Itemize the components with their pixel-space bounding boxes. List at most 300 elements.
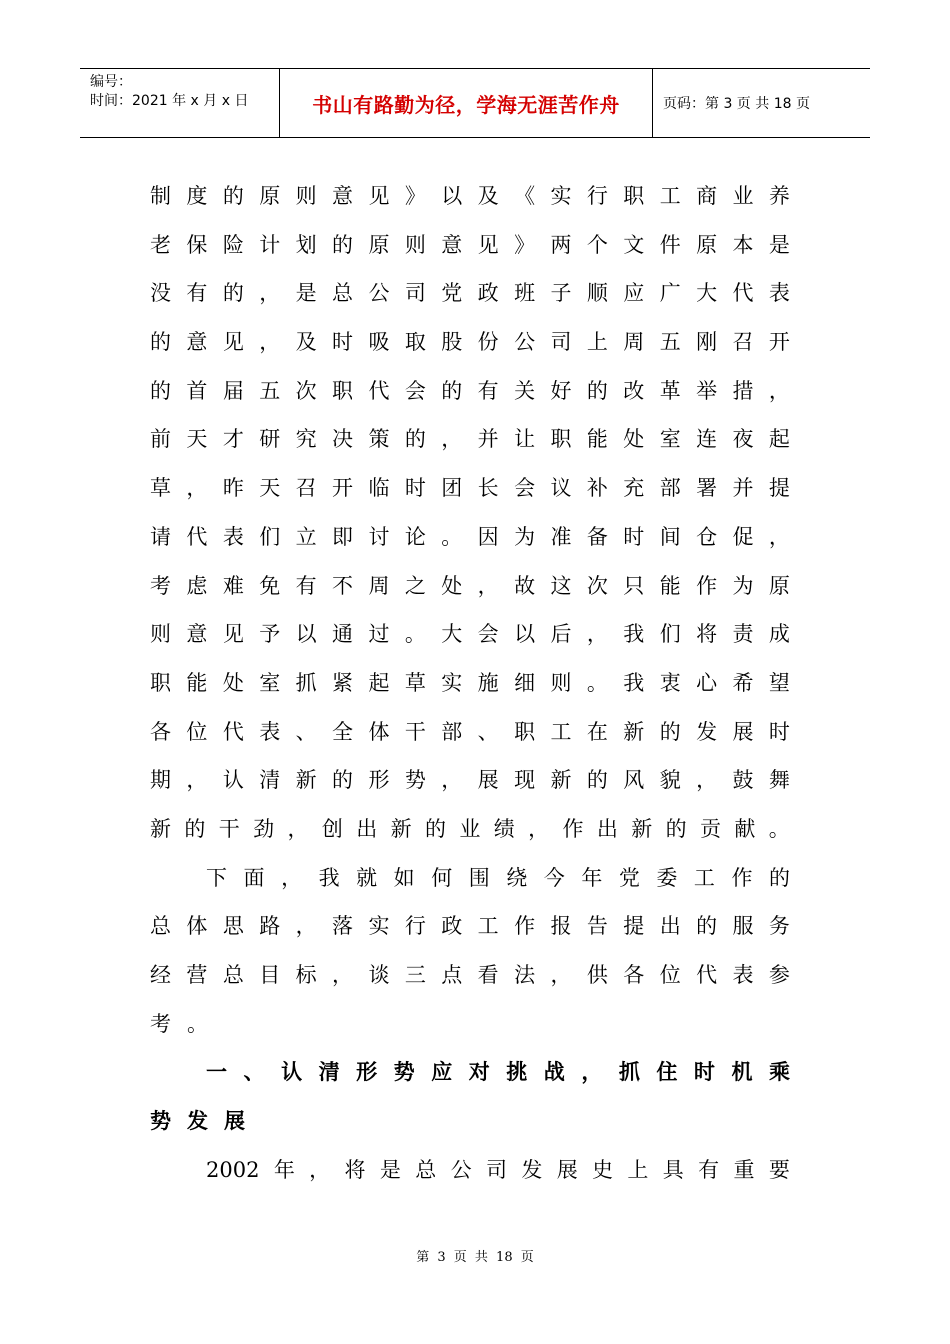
body-char: 原 xyxy=(696,232,718,257)
body-char: 促 xyxy=(732,524,754,549)
body-char: 路 xyxy=(259,914,281,939)
body-char: 代 xyxy=(696,963,718,987)
body-char: 司 xyxy=(550,330,572,355)
page-header xyxy=(80,68,870,138)
body-char: 届 xyxy=(222,378,244,403)
body-char: 的 xyxy=(404,427,426,452)
body-char: 。 xyxy=(768,816,790,841)
body-char: 我 xyxy=(623,670,645,695)
body-char: 党 xyxy=(441,281,463,306)
body-char: 职 xyxy=(623,184,645,208)
body-char: 部 xyxy=(659,476,681,501)
body-char: 原 xyxy=(259,184,281,208)
body-char: 总 xyxy=(150,914,171,939)
body-char: 革 xyxy=(659,378,681,403)
body-line xyxy=(150,562,790,611)
body-char: 原 xyxy=(768,573,790,598)
body-char: 举 xyxy=(696,378,718,403)
body-char: 时 xyxy=(623,524,645,549)
body-line xyxy=(150,659,790,708)
body-char: 新 xyxy=(150,816,171,841)
body-char: 意 xyxy=(186,622,208,647)
body-char: 广 xyxy=(659,281,681,306)
body-char: 报 xyxy=(550,914,572,939)
body-char: 将 xyxy=(696,622,718,647)
body-char: 政 xyxy=(477,281,499,306)
body-line xyxy=(150,464,790,513)
body-char: 新 xyxy=(550,768,572,793)
body-char: 职 xyxy=(514,719,536,744)
body-char: 能 xyxy=(186,670,208,695)
header-page-info: 页码：第 3 页 共 18 页 xyxy=(663,96,810,112)
body-char: ， xyxy=(441,768,463,793)
body-char: 实 xyxy=(550,184,572,208)
body-char: 史 xyxy=(592,1157,614,1182)
body-char: 只 xyxy=(623,573,645,598)
body-char: 天 xyxy=(259,476,281,501)
body-char: ， xyxy=(768,524,790,549)
body-char: 下 xyxy=(206,865,227,890)
body-char: 因 xyxy=(477,524,499,549)
body-char: 见 xyxy=(222,622,244,647)
body-char: 清 xyxy=(318,1060,340,1085)
body-char: 落 xyxy=(332,914,354,939)
body-char: 成 xyxy=(768,622,790,647)
body-char: 要 xyxy=(768,1157,790,1182)
body-char: 有 xyxy=(477,378,499,403)
body-char: 备 xyxy=(586,524,608,549)
body-char: 干 xyxy=(404,719,426,744)
body-char: 作 xyxy=(514,914,536,939)
body-char: 貌 xyxy=(659,768,681,793)
body-line xyxy=(150,269,790,318)
body-char: 时 xyxy=(768,719,790,744)
body-char: 位 xyxy=(186,719,208,744)
body-char: 总 xyxy=(332,281,354,306)
body-char: 三 xyxy=(404,963,426,987)
body-char: 论 xyxy=(404,524,426,549)
body-char: 的 xyxy=(665,816,687,841)
body-char: 周 xyxy=(623,330,645,355)
body-char: 标 xyxy=(295,963,317,987)
body-char: 新 xyxy=(631,816,653,841)
body-char: 的 xyxy=(586,378,608,403)
body-char: 认 xyxy=(222,768,244,793)
body-char: 党 xyxy=(618,865,640,890)
date-label: 时间：2021 年 x 月 x 日 xyxy=(90,93,249,109)
body-char: 的 xyxy=(441,378,463,403)
body-char: 心 xyxy=(696,670,718,695)
body-char: 召 xyxy=(295,476,317,501)
section-heading xyxy=(150,1048,790,1097)
body-char: 处 xyxy=(441,573,463,598)
body-char: 以 xyxy=(514,622,536,647)
body-char: 养 xyxy=(768,184,790,208)
body-char: 职 xyxy=(550,427,572,452)
body-char: 势 xyxy=(404,768,426,793)
body-char: ， xyxy=(287,816,309,841)
body-char: 的 xyxy=(222,184,244,208)
body-char: 开 xyxy=(332,476,354,501)
body-char: 连 xyxy=(696,427,718,452)
body-char: 的 xyxy=(332,768,354,793)
body-char: 挑 xyxy=(506,1060,528,1085)
body-char: 研 xyxy=(259,427,281,452)
body-char: 业 xyxy=(732,184,754,208)
body-char: 室 xyxy=(259,670,281,695)
body-char: 次 xyxy=(586,573,608,598)
body-char: 。 xyxy=(586,670,608,695)
body-char: 绕 xyxy=(506,865,528,890)
body-char: 间 xyxy=(659,524,681,549)
body-char: 代 xyxy=(186,524,208,549)
body-char: ， xyxy=(586,622,608,647)
body-char: 这 xyxy=(550,573,572,598)
body-line xyxy=(150,415,790,464)
body-char: 乘 xyxy=(768,1060,790,1085)
body-char: 草 xyxy=(150,476,171,501)
body-line xyxy=(150,708,790,757)
body-char: 起 xyxy=(368,670,390,695)
body-char: 见 xyxy=(477,232,499,257)
body-char: 服 xyxy=(732,914,754,939)
body-char: 则 xyxy=(404,232,426,257)
body-char: 表 xyxy=(222,524,244,549)
body-char: ， xyxy=(186,476,208,501)
body-char: 住 xyxy=(656,1060,678,1085)
body-char: 的 xyxy=(222,281,244,306)
body-char: 件 xyxy=(659,232,681,257)
body-char: 措 xyxy=(732,378,754,403)
body-char: 天 xyxy=(186,427,208,452)
doc-number-label: 编号： xyxy=(90,74,132,90)
body-char: 行 xyxy=(586,184,608,208)
body-char: 能 xyxy=(586,427,608,452)
body-char: 认 xyxy=(281,1060,303,1085)
header-motto: 书山有路勤为径，学海无涯苦作舟 xyxy=(280,69,653,137)
body-char: 度 xyxy=(186,184,208,208)
body-char: 现 xyxy=(514,768,536,793)
body-char: 才 xyxy=(222,427,244,452)
body-char: 上 xyxy=(627,1157,649,1182)
body-char: 为 xyxy=(514,524,536,549)
body-char: 、 xyxy=(243,1060,265,1085)
body-char: 补 xyxy=(586,476,608,501)
body-char: 点 xyxy=(441,963,463,987)
body-char: 则 xyxy=(150,622,171,647)
body-char: 免 xyxy=(259,573,281,598)
body-char: 新 xyxy=(390,816,412,841)
body-char: 班 xyxy=(514,281,536,306)
body-char: 年 xyxy=(273,1157,295,1182)
body-line xyxy=(150,221,790,270)
body-char: 首 xyxy=(186,378,208,403)
body-char: ， xyxy=(309,1157,331,1182)
body-char: 重 xyxy=(733,1157,755,1182)
body-char: 展 xyxy=(556,1157,578,1182)
body-char: 新 xyxy=(623,719,645,744)
body-char: 意 xyxy=(186,330,208,355)
body-char: 职 xyxy=(150,670,171,695)
body-char: 紧 xyxy=(332,670,354,695)
body-line xyxy=(150,172,790,221)
body-char: 法 xyxy=(514,963,536,987)
body-char: 一 xyxy=(206,1060,227,1085)
body-char: 应 xyxy=(431,1060,453,1085)
body-char: 何 xyxy=(431,865,453,890)
body-char: 供 xyxy=(586,963,608,987)
body-char: 处 xyxy=(623,427,645,452)
body-char: 公 xyxy=(514,330,536,355)
body-char: 没 xyxy=(150,281,171,306)
body-char: 我 xyxy=(318,865,340,890)
body-char: 则 xyxy=(550,670,572,695)
body-char: 责 xyxy=(732,622,754,647)
section-heading-cont xyxy=(150,1097,790,1146)
body-char: 。 xyxy=(187,1011,224,1036)
body-char: 让 xyxy=(514,427,536,452)
body-char: 商 xyxy=(696,184,718,208)
body-char: 顺 xyxy=(586,281,608,306)
body-char: ， xyxy=(768,378,790,403)
body-char: 故 xyxy=(514,573,536,598)
body-char: 工 xyxy=(550,719,572,744)
body-char: 们 xyxy=(659,622,681,647)
body-char: 作 xyxy=(562,816,584,841)
document-body xyxy=(150,172,790,1194)
body-char: 工 xyxy=(477,914,499,939)
body-char: 意 xyxy=(332,184,354,208)
body-char: 参 xyxy=(768,963,790,987)
body-char: 原 xyxy=(368,232,390,257)
body-char: 展 xyxy=(224,1109,261,1134)
body-char: 过 xyxy=(368,622,390,647)
body-char: 行 xyxy=(404,914,426,939)
body-char: 团 xyxy=(441,476,463,501)
body-char: 改 xyxy=(623,378,645,403)
body-char: 见 xyxy=(222,330,244,355)
body-char: 时 xyxy=(404,476,426,501)
body-char: 》 xyxy=(404,184,426,208)
body-char: 是 xyxy=(768,232,790,257)
body-char: 表 xyxy=(732,963,754,987)
body-char: 关 xyxy=(514,378,536,403)
body-char: ， xyxy=(259,281,281,306)
body-char: 务 xyxy=(768,914,790,939)
body-char: 作 xyxy=(731,865,753,890)
body-char: 充 xyxy=(623,476,645,501)
body-char: 昨 xyxy=(222,476,244,501)
body-char: 部 xyxy=(441,719,463,744)
body-char: 发 xyxy=(521,1157,543,1182)
body-char: 献 xyxy=(734,816,756,841)
body-char: 经 xyxy=(150,963,171,987)
body-char: 考 xyxy=(150,573,171,598)
body-char: 是 xyxy=(379,1157,401,1182)
body-char: 出 xyxy=(356,816,378,841)
body-line xyxy=(150,902,790,951)
body-line xyxy=(150,367,790,416)
body-char: 大 xyxy=(696,281,718,306)
body-char: 贡 xyxy=(700,816,721,841)
body-char: 临 xyxy=(368,476,390,501)
body-char: 全 xyxy=(332,719,354,744)
body-char: 就 xyxy=(356,865,378,890)
body-char: 室 xyxy=(659,427,681,452)
body-char: 见 xyxy=(368,184,390,208)
body-char: 五 xyxy=(259,378,281,403)
body-char: 究 xyxy=(295,427,317,452)
body-char: 我 xyxy=(623,622,645,647)
body-char: 总 xyxy=(415,1157,437,1182)
body-char: ， xyxy=(259,330,281,355)
body-char: 衷 xyxy=(659,670,681,695)
body-char: 的 xyxy=(150,330,171,355)
body-char: 势 xyxy=(150,1109,187,1134)
body-char: 之 xyxy=(404,573,426,598)
body-char: 劲 xyxy=(253,816,275,841)
body-char: 时 xyxy=(693,1060,715,1085)
body-char: 清 xyxy=(259,768,281,793)
body-char: 保 xyxy=(186,232,208,257)
body-char: 及 xyxy=(477,184,499,208)
body-char: 抓 xyxy=(295,670,317,695)
body-char: 总 xyxy=(222,963,244,987)
body-char: 公 xyxy=(450,1157,472,1182)
body-char: 意 xyxy=(441,232,463,257)
body-char: 代 xyxy=(222,719,244,744)
body-char: 发 xyxy=(187,1109,224,1134)
body-char: 以 xyxy=(295,622,317,647)
body-char: 的 xyxy=(659,719,681,744)
body-char: 草 xyxy=(404,670,426,695)
body-char: 好 xyxy=(550,378,572,403)
body-char: 出 xyxy=(659,914,681,939)
body-char: 仓 xyxy=(696,524,718,549)
body-line xyxy=(150,805,790,854)
body-char: 的 xyxy=(332,232,354,257)
body-char: 立 xyxy=(295,524,317,549)
body-char: ， xyxy=(477,573,499,598)
body-char: 策 xyxy=(368,427,390,452)
body-char: 形 xyxy=(356,1060,378,1085)
body-char: 有 xyxy=(295,573,317,598)
body-char: 期 xyxy=(150,768,171,793)
body-char: 子 xyxy=(550,281,572,306)
body-char: ， xyxy=(550,963,572,987)
body-char: 前 xyxy=(150,427,171,452)
body-char: 吸 xyxy=(368,330,390,355)
body-char: 望 xyxy=(768,670,790,695)
body-char: 召 xyxy=(732,330,754,355)
body-char: 夜 xyxy=(732,427,754,452)
body-line xyxy=(150,318,790,367)
body-char: 两 xyxy=(550,232,572,257)
body-char: 抓 xyxy=(618,1060,640,1085)
body-char: 为 xyxy=(732,573,754,598)
body-char: 制 xyxy=(150,184,171,208)
body-char: 通 xyxy=(332,622,354,647)
body-char: 们 xyxy=(259,524,281,549)
body-char: 提 xyxy=(768,476,790,501)
body-char: 周 xyxy=(368,573,390,598)
body-char: 将 xyxy=(344,1157,366,1182)
body-char: 本 xyxy=(732,232,754,257)
header-meta xyxy=(80,69,280,137)
body-char: 不 xyxy=(332,573,354,598)
body-char: ， xyxy=(696,768,718,793)
body-char: 长 xyxy=(477,476,499,501)
body-line xyxy=(150,513,790,562)
body-char: 告 xyxy=(586,914,608,939)
body-char: 有 xyxy=(698,1157,720,1182)
body-char: 后 xyxy=(550,622,572,647)
body-char: 实 xyxy=(368,914,390,939)
body-char: 表 xyxy=(259,719,281,744)
body-char: 体 xyxy=(186,914,208,939)
body-char: 细 xyxy=(514,670,536,695)
body-char: ， xyxy=(295,914,317,939)
body-char: 谈 xyxy=(368,963,390,987)
body-line xyxy=(150,1000,790,1049)
body-char: ， xyxy=(581,1060,603,1085)
body-char: 形 xyxy=(368,768,390,793)
body-char: 》 xyxy=(514,232,536,257)
body-char: ， xyxy=(332,963,354,987)
body-char: 战 xyxy=(543,1060,565,1085)
body-char: 个 xyxy=(586,232,608,257)
body-char: 工 xyxy=(659,184,681,208)
body-char: ， xyxy=(281,865,303,890)
body-char: 代 xyxy=(732,281,754,306)
body-char: 划 xyxy=(295,232,317,257)
body-char: 份 xyxy=(477,330,499,355)
body-char: 时 xyxy=(332,330,354,355)
body-char: 在 xyxy=(586,719,608,744)
body-char: 有 xyxy=(186,281,208,306)
body-char: 面 xyxy=(243,865,265,890)
body-char: 职 xyxy=(332,378,354,403)
body-char: 思 xyxy=(222,914,244,939)
body-char: 应 xyxy=(623,281,645,306)
body-char: 的 xyxy=(150,378,171,403)
body-char: 。 xyxy=(441,524,463,549)
body-char: 五 xyxy=(659,330,681,355)
body-char: 工 xyxy=(693,865,715,890)
body-char: 的 xyxy=(768,865,790,890)
body-char: 位 xyxy=(659,963,681,987)
body-char: 提 xyxy=(623,914,645,939)
body-char: 《 xyxy=(514,184,536,208)
body-char: 的 xyxy=(696,914,718,939)
body-char: 并 xyxy=(732,476,754,501)
body-char: 。 xyxy=(404,622,426,647)
body-char: 予 xyxy=(259,622,281,647)
body-char: 如 xyxy=(393,865,415,890)
body-char: 老 xyxy=(150,232,171,257)
body-char: 议 xyxy=(550,476,572,501)
body-char: 的 xyxy=(184,816,206,841)
body-line xyxy=(150,756,790,805)
body-char: 会 xyxy=(404,378,426,403)
body-char: 大 xyxy=(441,622,463,647)
body-char: 文 xyxy=(623,232,645,257)
body-char: 势 xyxy=(393,1060,415,1085)
body-char: ， xyxy=(441,427,463,452)
body-char: 发 xyxy=(696,719,718,744)
body-char: 希 xyxy=(732,670,754,695)
body-char: 上 xyxy=(586,330,608,355)
